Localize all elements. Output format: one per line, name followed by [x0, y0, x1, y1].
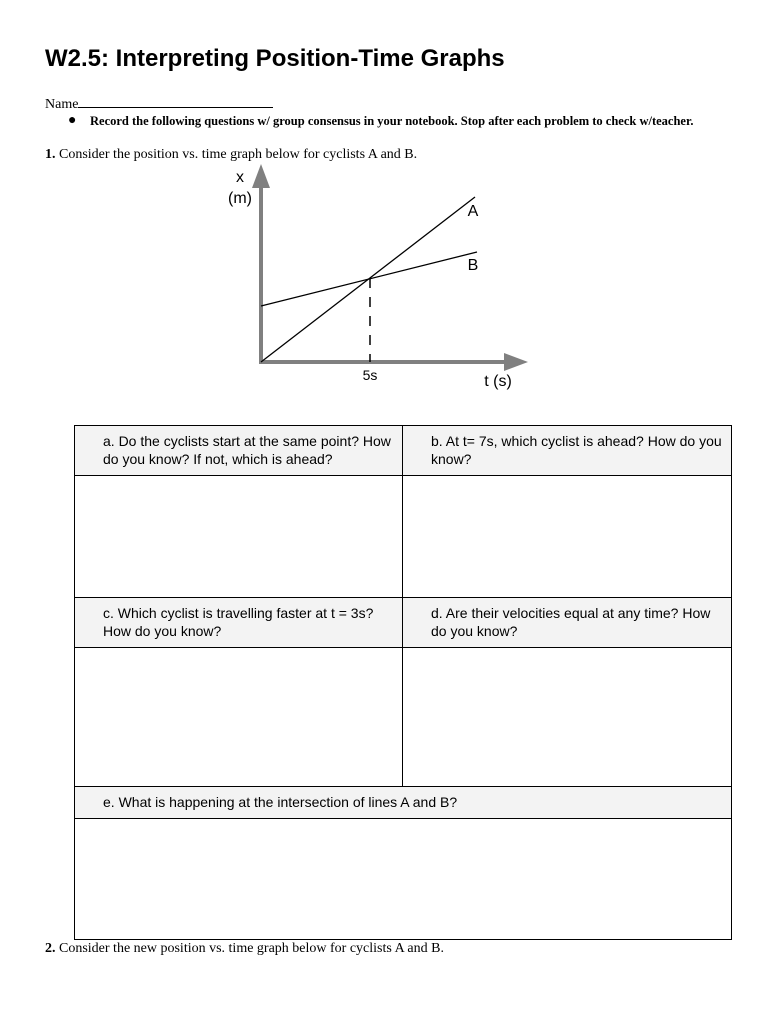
questions-table: [74, 425, 732, 940]
y-axis-label-unit: (m): [228, 190, 252, 207]
answer-b-box[interactable]: [403, 476, 732, 598]
question-e-prompt: e. What is happening at the intersection of lines A and B?: [75, 787, 732, 819]
question-c-prompt: c. Which cyclist is travelling faster at t = 3s? How do you know?: [75, 598, 403, 648]
y-axis-label-x: x: [236, 169, 244, 186]
bullet-icon: ●: [68, 113, 77, 128]
question-2: [45, 941, 444, 957]
answer-a-box[interactable]: [75, 476, 403, 598]
question-d-prompt: d. Are their velocities equal at any time? How do you know?: [403, 598, 732, 648]
question-2-text: Consider the new position vs. time graph below for cyclists A and B.: [55, 941, 444, 956]
page-title: W2.5: Interpreting Position-Time Graphs: [45, 45, 505, 72]
question-2-number: 2.: [45, 941, 56, 956]
position-time-graph: [210, 160, 540, 395]
name-field[interactable]: [45, 95, 273, 113]
answer-c-box[interactable]: [75, 648, 403, 787]
line-b: [261, 252, 477, 306]
line-a-label: A: [467, 203, 479, 220]
x-axis-label: t (s): [484, 373, 512, 390]
tick-label-5s: 5s: [362, 367, 378, 383]
name-label: Name: [45, 97, 79, 112]
question-b-prompt: b. At t= 7s, which cyclist is ahead? How do you know?: [403, 426, 732, 476]
answer-e-box[interactable]: [75, 819, 732, 940]
question-1-number: 1.: [45, 147, 56, 162]
name-blank-line[interactable]: [78, 95, 273, 108]
instruction-text: Record the following questions w/ group consensus in your notebook. Stop after each problem to check w/teacher.: [90, 114, 694, 128]
question-1-text: Consider the position vs. time graph below for cyclists A and B.: [55, 147, 418, 162]
y-axis-arrow-icon: [252, 164, 270, 188]
answer-d-box[interactable]: [403, 648, 732, 787]
x-axis-arrow-icon: [504, 353, 528, 371]
line-b-label: B: [467, 257, 479, 274]
question-a-prompt: a. Do the cyclists start at the same point? How do you know? If not, which is ahead?: [75, 426, 403, 476]
